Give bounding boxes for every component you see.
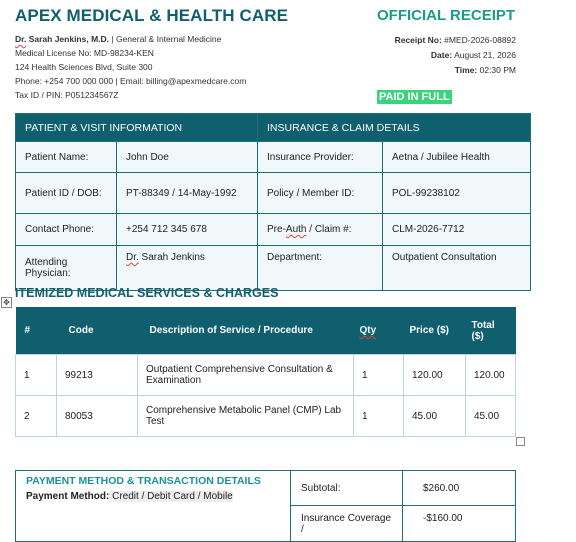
department-value[interactable]: Outpatient Consultation <box>383 246 531 291</box>
item-price[interactable]: 120.00 <box>404 355 466 396</box>
item-total[interactable]: 45.00 <box>466 396 516 437</box>
insurance-provider-value[interactable]: Aetna / Jubilee Health <box>383 142 531 173</box>
patient-info-header: PATIENT & VISIT INFORMATION <box>16 114 258 142</box>
contact-line: Phone: +254 700 000 000 | Email: billing@apexmedcare.com <box>15 76 247 86</box>
policy-id-label: Policy / Member ID: <box>258 173 383 214</box>
contact-phone-label: Contact Phone: <box>16 214 117 246</box>
claim-label <box>258 214 383 246</box>
move-cross-icon[interactable]: ✥ <box>1 297 12 308</box>
claim-label-a: Pre- <box>267 224 286 235</box>
paid-status-badge: PAID IN FULL <box>379 91 450 103</box>
payment-method <box>26 491 280 502</box>
receipt-time-value: 02:30 PM <box>477 65 516 75</box>
receipt-time <box>455 65 516 75</box>
col-qty-label: Qty <box>359 325 377 336</box>
resize-square-icon[interactable] <box>516 437 525 446</box>
table-row <box>16 214 531 246</box>
doctor-specialty: | General & Internal Medicine <box>109 34 222 44</box>
item-description[interactable]: Outpatient Comprehensive Consultation & Examination <box>138 355 354 396</box>
clinic-name: APEX MEDICAL & HEALTH CARE <box>15 6 289 25</box>
item-code[interactable]: 99213 <box>57 355 138 396</box>
tax-id-line: Tax ID / PIN: P051234567Z <box>15 90 119 100</box>
item-number: 2 <box>16 396 57 437</box>
table-row <box>16 246 531 291</box>
receipt-date-value: August 21, 2026 <box>452 50 516 60</box>
item-description[interactable]: Comprehensive Metabolic Panel (CMP) Lab Test <box>138 396 354 437</box>
item-number: 1 <box>16 355 57 396</box>
patient-insurance-table <box>15 113 531 291</box>
doctor-prefix: Dr. <box>15 34 27 44</box>
receipt-date-label: Date: <box>430 50 453 60</box>
claim-label-b: Auth <box>285 224 307 235</box>
insurance-info-header: INSURANCE & CLAIM DETAILS <box>258 114 531 142</box>
subtotal-value[interactable]: $260.00 <box>403 471 516 506</box>
physician-value[interactable] <box>117 246 258 291</box>
receipt-time-label: Time: <box>454 65 478 75</box>
insurance-coverage-value[interactable]: -$160.00 <box>403 506 516 542</box>
address-line: 124 Health Sciences Blvd, Suite 300 <box>15 62 153 72</box>
policy-id-value[interactable]: POL-99238102 <box>383 173 531 214</box>
col-total: Total ($) <box>466 307 516 355</box>
claim-label-c: / Claim #: <box>306 224 352 235</box>
col-price: Price ($) <box>404 307 466 355</box>
patient-id-value[interactable]: PT-88349 / 14-May-1992 <box>117 173 258 214</box>
insurance-coverage-label: Insurance Coverage / <box>291 506 403 542</box>
physician-name: Sarah Jenkins <box>138 252 205 263</box>
insurance-provider-label: Insurance Provider: <box>258 142 383 173</box>
payment-method-label: Payment Method: <box>26 491 110 502</box>
table-row <box>16 396 516 437</box>
claim-value[interactable]: CLM-2026-7712 <box>383 214 531 246</box>
item-qty[interactable]: 1 <box>354 355 404 396</box>
table-row <box>16 142 531 173</box>
col-number: # <box>16 307 57 355</box>
physician-label: Attending Physician: <box>16 246 117 291</box>
patient-name-value[interactable]: John Doe <box>117 142 258 173</box>
doctor-name: Sarah Jenkins, M.D. <box>26 34 110 44</box>
item-qty[interactable]: 1 <box>354 396 404 437</box>
patient-name-label: Patient Name: <box>16 142 117 173</box>
doctor-line <box>15 34 221 44</box>
contact-phone-value[interactable]: +254 712 345 678 <box>117 214 258 246</box>
receipt-number-label: Receipt No: <box>394 35 442 45</box>
items-table <box>15 307 516 437</box>
payment-heading: PAYMENT METHOD & TRANSACTION DETAILS <box>26 475 261 487</box>
receipt-number <box>395 35 516 45</box>
table-row <box>16 173 531 214</box>
items-heading: ITEMIZED MEDICAL SERVICES & CHARGES <box>15 286 279 300</box>
subtotal-label: Subtotal: <box>291 471 403 506</box>
physician-prefix: Dr. <box>126 252 139 263</box>
receipt-number-value: #MED-2026-08892 <box>441 35 516 45</box>
item-price[interactable]: 45.00 <box>404 396 466 437</box>
table-row <box>16 355 516 396</box>
department-label: Department: <box>258 246 383 291</box>
license-line: Medical License No: MD-98234-KEN <box>15 48 154 58</box>
col-code: Code <box>57 307 138 355</box>
item-code[interactable]: 80053 <box>57 396 138 437</box>
col-qty <box>354 307 404 355</box>
patient-id-label: Patient ID / DOB: <box>16 173 117 214</box>
receipt-title: OFFICIAL RECEIPT <box>377 7 516 24</box>
col-description: Description of Service / Procedure <box>138 307 354 355</box>
payment-table <box>15 470 516 542</box>
item-total[interactable]: 120.00 <box>466 355 516 396</box>
table-row <box>16 471 516 506</box>
items-header-row <box>16 307 516 355</box>
payment-method-value[interactable]: Credit / Debit Card / Mobile <box>109 491 233 502</box>
payment-details-cell <box>16 471 291 542</box>
receipt-date <box>431 50 516 60</box>
